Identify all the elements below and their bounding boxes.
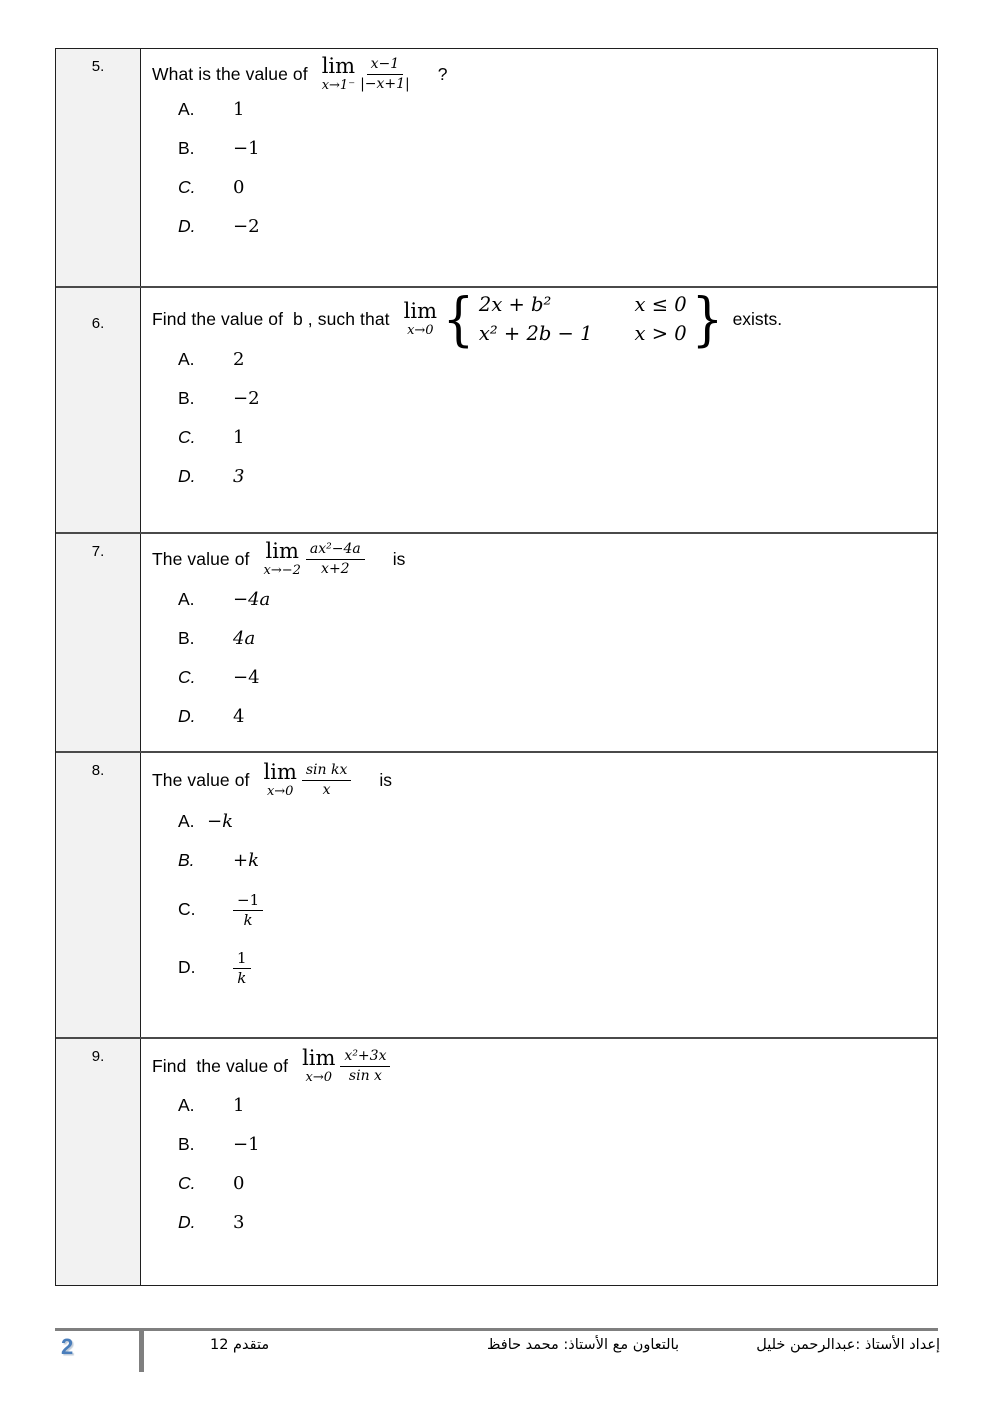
option-value: 4 xyxy=(233,706,245,727)
fraction-numerator: 1 xyxy=(233,950,251,969)
fraction-numerator: x²+3x xyxy=(340,1048,390,1067)
option-value: 3 xyxy=(233,1212,245,1233)
option-list xyxy=(178,349,927,487)
case-condition: x ≤ 0 xyxy=(634,293,687,316)
option-value: 1 xyxy=(233,99,245,120)
fraction-denominator: k xyxy=(243,911,253,929)
question-statement xyxy=(152,540,927,578)
option-row xyxy=(178,850,927,871)
question-row-5 xyxy=(56,49,937,288)
option-fraction xyxy=(233,950,251,987)
option-letter: C. xyxy=(178,427,196,447)
fraction-numerator: ax²−4a xyxy=(306,541,365,560)
limit-expression xyxy=(264,761,352,799)
option-letter: B. xyxy=(178,388,195,408)
limit-operator: lim x→0 xyxy=(263,760,297,799)
question-suffix: exists. xyxy=(732,308,783,329)
option-row xyxy=(178,427,927,448)
fraction-denominator: x+2 xyxy=(321,560,350,577)
limit-operator: lim x→1⁻ xyxy=(321,54,356,93)
footer-vertical-bar xyxy=(139,1331,144,1372)
option-row xyxy=(178,947,927,987)
option-list xyxy=(178,1095,927,1233)
question-body xyxy=(141,285,937,532)
option-value: 0 xyxy=(233,1173,245,1194)
option-row xyxy=(178,589,927,610)
fraction-numerator: x−1 xyxy=(367,56,404,75)
option-row xyxy=(178,628,927,649)
fraction xyxy=(306,541,365,578)
question-body xyxy=(141,49,937,286)
option-letter: D. xyxy=(178,216,196,236)
case-expression: 2x + b² xyxy=(478,293,552,316)
limit-operator: lim x→0 xyxy=(403,299,438,338)
question-suffix: is xyxy=(392,548,406,569)
question-statement xyxy=(152,1047,927,1085)
question-text: The value of xyxy=(152,769,250,790)
question-suffix: ? xyxy=(437,63,448,84)
limit-subscript: x→0 xyxy=(407,323,434,338)
option-value: +k xyxy=(233,850,259,871)
question-text: What is the value of xyxy=(152,63,308,84)
option-letter: D. xyxy=(178,1212,196,1232)
question-number: 7. xyxy=(56,534,141,751)
limit-expression xyxy=(403,285,726,353)
question-text: Find the value of b , such that xyxy=(152,308,390,329)
question-row-7 xyxy=(56,534,937,753)
limit-expression xyxy=(264,540,365,578)
option-row xyxy=(178,466,927,487)
option-row xyxy=(178,1212,927,1233)
option-row xyxy=(178,349,927,370)
question-table xyxy=(55,48,938,1286)
limit-subscript: x→0 xyxy=(305,1070,332,1085)
question-statement xyxy=(152,761,927,799)
question-text: The value of xyxy=(152,548,250,569)
option-row xyxy=(178,1173,927,1194)
option-row xyxy=(178,138,927,159)
fraction-denominator: |−x+1| xyxy=(360,75,410,92)
question-text: Find the value of xyxy=(152,1055,289,1076)
option-list xyxy=(178,99,927,237)
option-value: 2 xyxy=(233,349,245,370)
option-letter: A. xyxy=(178,589,195,609)
option-list xyxy=(178,811,927,987)
question-number: 8. xyxy=(56,753,141,1037)
fraction-numerator: −1 xyxy=(233,892,263,911)
option-value: 1 xyxy=(233,1095,245,1116)
option-value: 4a xyxy=(233,628,256,649)
option-row xyxy=(178,177,927,198)
option-row xyxy=(178,1134,927,1155)
option-value: −2 xyxy=(233,388,260,409)
option-row xyxy=(178,811,927,832)
question-row-9 xyxy=(56,1039,937,1285)
option-value: −k xyxy=(207,811,233,832)
option-value: 1 xyxy=(233,427,245,448)
option-letter: D. xyxy=(178,706,196,726)
fraction xyxy=(340,1048,390,1085)
question-suffix: is xyxy=(379,769,393,790)
option-row xyxy=(178,99,927,120)
case-condition: x > 0 xyxy=(634,322,687,345)
footer-divider xyxy=(55,1328,938,1331)
limit-subscript: x→1⁻ xyxy=(321,78,356,93)
option-value: 0 xyxy=(233,177,245,198)
option-letter: C. xyxy=(178,177,196,197)
option-letter: A. xyxy=(178,349,195,369)
question-body xyxy=(141,534,937,751)
option-value: −1 xyxy=(233,1134,260,1155)
course-label: متقدم 12 xyxy=(210,1337,270,1353)
piecewise-cases xyxy=(477,290,689,348)
option-list xyxy=(178,589,927,727)
option-row xyxy=(178,706,927,727)
limit-expression xyxy=(322,55,410,93)
option-value: −4 xyxy=(233,667,260,688)
option-letter: B. xyxy=(178,1134,195,1154)
option-letter: C. xyxy=(178,667,196,687)
option-letter: A. xyxy=(178,1095,195,1115)
question-row-8 xyxy=(56,753,937,1039)
option-row xyxy=(178,216,927,237)
fraction-denominator: k xyxy=(237,969,247,987)
question-body xyxy=(141,753,937,1037)
option-fraction xyxy=(233,892,263,929)
question-number: 9. xyxy=(56,1039,141,1285)
limit-subscript: x→0 xyxy=(266,784,294,799)
option-row xyxy=(178,667,927,688)
option-letter: D. xyxy=(178,466,196,486)
case-expression: x² + 2b − 1 xyxy=(478,322,593,345)
option-letter: B. xyxy=(178,850,195,870)
fraction-denominator: x xyxy=(322,781,331,798)
option-letter: A. xyxy=(178,811,195,831)
fraction xyxy=(302,762,352,799)
limit-subscript: x→−2 xyxy=(263,563,301,578)
option-value: −1 xyxy=(233,138,260,159)
option-value: 3 xyxy=(233,466,245,487)
option-letter: B. xyxy=(178,628,195,648)
option-letter: B. xyxy=(178,138,195,158)
question-body xyxy=(141,1039,937,1285)
option-row xyxy=(178,1095,927,1116)
option-letter: D. xyxy=(178,956,196,977)
limit-operator: lim x→0 xyxy=(302,1046,336,1085)
prepared-by-credit: إعداد الأستاذ :عبدالرحمن خليل xyxy=(756,1337,940,1353)
option-value: −4a xyxy=(233,589,271,610)
option-row xyxy=(178,388,927,409)
collaboration-credit: بالتعاون مع الأستاذ: محمد حافظ xyxy=(487,1337,680,1353)
question-statement xyxy=(152,285,927,353)
option-letter: C. xyxy=(178,898,196,919)
page-number: 2 xyxy=(61,1334,74,1359)
right-brace: } xyxy=(691,285,723,353)
option-letter: C. xyxy=(178,1173,196,1193)
option-value: −2 xyxy=(233,216,260,237)
limit-operator: lim x→−2 xyxy=(263,539,301,578)
question-number: 5. xyxy=(56,49,141,286)
fraction-denominator: sin x xyxy=(348,1067,382,1084)
fraction-numerator: sin kx xyxy=(302,762,352,781)
option-letter: A. xyxy=(178,99,195,119)
limit-expression xyxy=(302,1047,390,1085)
question-number: 6. xyxy=(56,288,141,532)
question-statement xyxy=(152,55,927,93)
option-row xyxy=(178,889,927,929)
left-brace: { xyxy=(442,285,475,353)
question-row-6 xyxy=(56,285,937,534)
fraction xyxy=(360,56,410,93)
